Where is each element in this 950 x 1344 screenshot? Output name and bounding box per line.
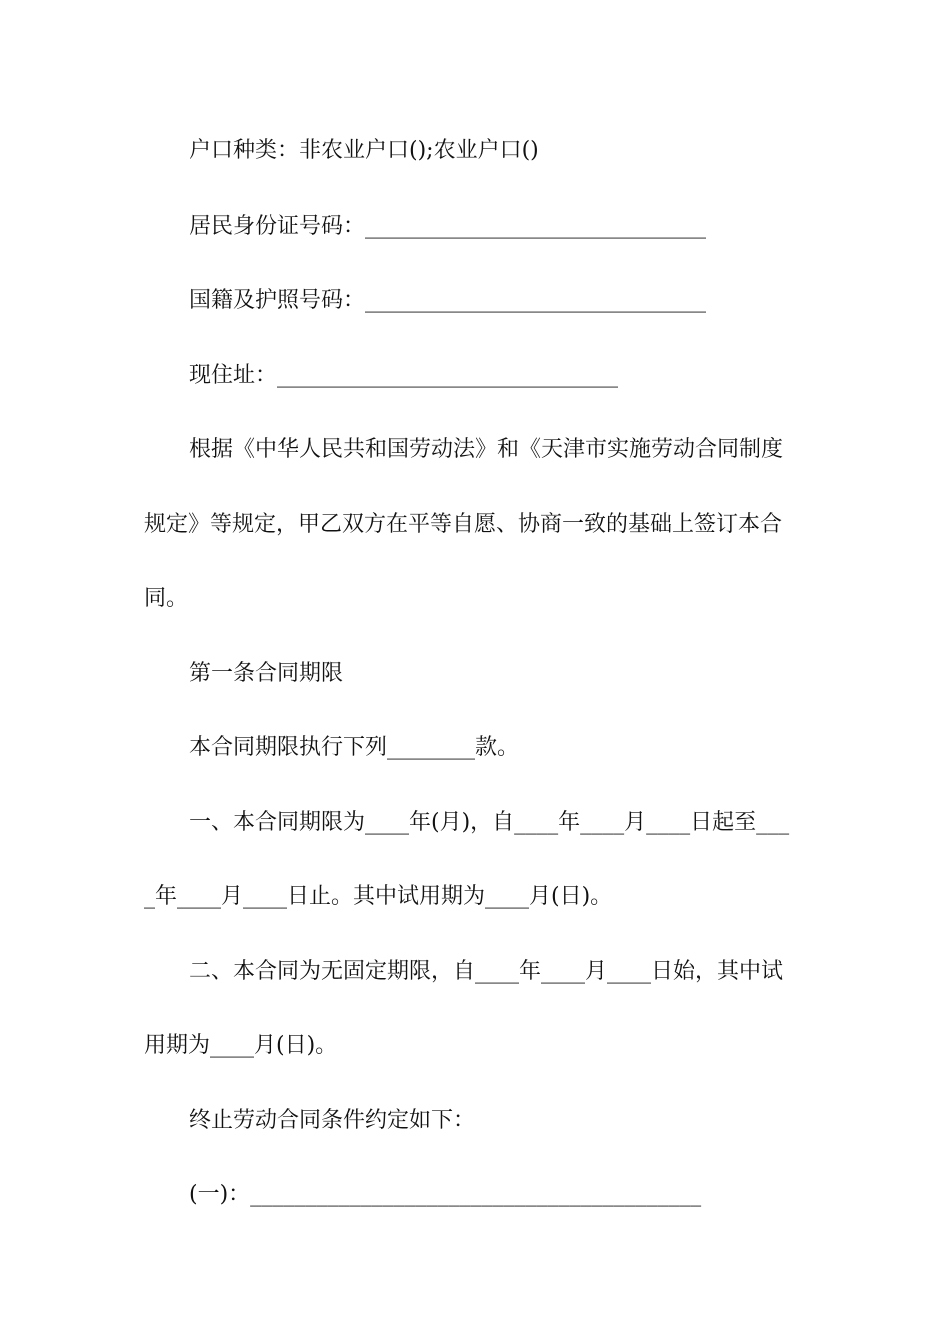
termination-conditions-heading: 终止劳动合同条件约定如下： [189,1108,476,1133]
id-number-line: 居民身份证号码：_______________________________ [189,214,707,239]
open-term-line-2: 用期为____月(日)。 [144,1033,338,1058]
article-one-heading: 第一条合同期限 [189,661,344,686]
household-type-line: 户口种类：非农业户口();农业户口() [189,138,539,163]
fixed-term-line-1: 一、本合同期限为____年(月)，自____年____月____日起至___ [189,810,790,835]
open-term-line-1: 二、本合同为无固定期限，自____年____月____日始，其中试 [189,959,784,984]
term-clause-intro: 本合同期限执行下列________款。 [189,735,520,760]
paragraph-basis-line-1: 根据《中华人民共和国劳动法》和《天津市实施劳动合同制度 [189,437,784,462]
fixed-term-line-2: _年____月____日止。其中试用期为____月(日)。 [144,884,613,909]
current-address-line: 现住址：_______________________________ [189,363,619,388]
termination-condition-one: (一)：_________________________________________ [189,1182,702,1207]
paragraph-basis-line-3: 同。 [144,586,189,611]
nationality-passport-line: 国籍及护照号码：_______________________________ [189,288,707,313]
paragraph-basis-line-2: 规定》等规定，甲乙双方在平等自愿、协商一致的基础上签订本合 [144,512,783,537]
